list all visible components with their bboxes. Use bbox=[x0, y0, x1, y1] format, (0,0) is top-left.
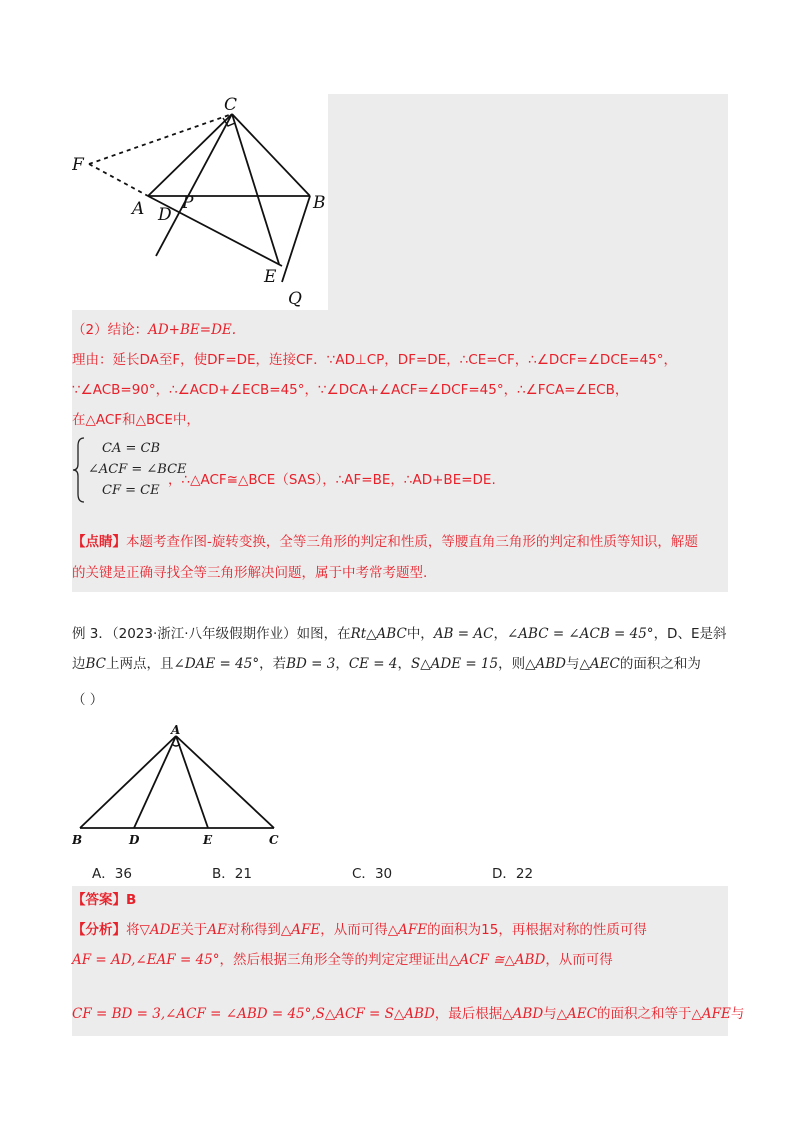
option-b-value: 21 bbox=[234, 866, 252, 882]
comment-line-1 bbox=[72, 532, 698, 552]
figure-2 bbox=[72, 718, 284, 850]
an-1f: △AFE bbox=[280, 922, 321, 938]
reason-line-1: 理由：延长DA至F，使DF=DE，连接CF．∵AD⊥CP，DF=DE，∴CE=CF，∴∠DCF=∠DCE=45°， bbox=[72, 352, 678, 368]
an-1a: 将 bbox=[126, 922, 140, 938]
an-2a: AF = AD,∠EAF = 45° bbox=[72, 952, 220, 968]
seg-AC bbox=[176, 736, 274, 828]
an-3a: CF = BD = 3,∠ACF = ∠ABD = 45°,S△ACF = S△ABD bbox=[72, 1006, 435, 1022]
an-1g: ，从而可得 bbox=[320, 922, 388, 938]
an-1c: 关于 bbox=[180, 922, 208, 938]
analysis-line-3 bbox=[72, 1004, 744, 1024]
option-c-value: 30 bbox=[374, 866, 393, 882]
an-3h: 与 bbox=[730, 1006, 745, 1022]
ex-dae: ∠DAE = 45° bbox=[173, 656, 260, 672]
comment-text-1: 本题考查作图-旋转变换，全等三角形的判定和性质，等腰直角三角形的判定和性质等知识，解题 bbox=[126, 534, 698, 550]
system-result: ，∴△ACF≅△BCE（SAS），∴AF=BE，∴AD+BE=DE. bbox=[168, 472, 496, 488]
ex-text-1a: 例 3．（2023·浙江·八年级假期作业）如图，在 bbox=[72, 626, 351, 642]
shade-top-right bbox=[328, 94, 728, 310]
example-paren: （ ） bbox=[72, 692, 104, 708]
left-brace-icon bbox=[72, 436, 86, 504]
ex-text-1b: 中， bbox=[406, 626, 434, 642]
label-B: B bbox=[72, 833, 83, 847]
option-c[interactable] bbox=[352, 862, 392, 882]
label-D: D bbox=[158, 205, 172, 225]
conclusion-prefix: （2）结论： bbox=[72, 322, 149, 338]
ex-text-2n: 的面积之和为 bbox=[619, 656, 701, 672]
ex-abd: △ABD bbox=[525, 656, 567, 672]
label-B: B bbox=[313, 193, 326, 213]
option-d-value: 22 bbox=[515, 866, 534, 882]
reason-line-2: ∵∠ACB=90°，∴∠ACD+∠ECB=45°，∵∠DCA+∠ACF=∠DCF=45°，∴∠FCA=∠ECB， bbox=[72, 382, 629, 398]
ex-rt: Rt△ABC bbox=[350, 626, 407, 642]
analysis-line-2 bbox=[72, 950, 613, 970]
seg-CE bbox=[232, 114, 279, 264]
ex-text-2b: 上两点，且 bbox=[106, 656, 174, 672]
seg-FC-dashed bbox=[89, 114, 232, 164]
seg-CA bbox=[148, 114, 232, 196]
answer-tag: 【答案】 bbox=[72, 892, 126, 908]
ex-text-2f: ， bbox=[335, 656, 349, 672]
ray-BQ bbox=[282, 196, 310, 282]
an-2b: ，然后根据三角形全等的判定定理证出 bbox=[219, 952, 449, 968]
system-eq-1: CA = CB bbox=[102, 441, 160, 456]
an-3d: 与 bbox=[543, 1006, 557, 1022]
label-F: F bbox=[72, 155, 84, 175]
label-D: D bbox=[129, 833, 140, 847]
an-1h: △AFE bbox=[387, 922, 428, 938]
label-C: C bbox=[269, 833, 279, 847]
ex-text-1f: ，D、E是斜 bbox=[653, 626, 727, 642]
label-Q: Q bbox=[288, 289, 302, 309]
comment-line-2: 的关键是正确寻找全等三角形解决问题，属于中考常考题型. bbox=[72, 565, 428, 581]
option-b-letter: B． bbox=[212, 866, 235, 882]
an-1d: AE bbox=[207, 922, 227, 938]
analysis-line-1 bbox=[72, 920, 647, 940]
ex-text-2j: ，则 bbox=[498, 656, 526, 672]
option-d-letter: D． bbox=[492, 866, 516, 882]
label-E: E bbox=[264, 267, 277, 287]
option-a-letter: A． bbox=[92, 866, 115, 882]
seg-AB bbox=[80, 736, 176, 828]
option-a[interactable] bbox=[92, 862, 132, 882]
ex-text-1d: ， bbox=[493, 626, 507, 642]
an-1b: ▽ADE bbox=[139, 922, 181, 938]
an-1i: 的面积为15，再根据对称的性质可得 bbox=[427, 922, 647, 938]
conclusion-line bbox=[72, 320, 236, 340]
example-line-2 bbox=[72, 654, 701, 674]
label-P: P bbox=[182, 193, 194, 213]
ex-aec: △AEC bbox=[579, 656, 620, 672]
label-A: A bbox=[171, 723, 181, 737]
an-3b: ，最后根据 bbox=[434, 1006, 503, 1022]
ex-text-2d: ，若 bbox=[259, 656, 287, 672]
an-3g: △AFE bbox=[691, 1006, 731, 1022]
option-c-letter: C． bbox=[352, 866, 375, 882]
analysis-tag: 【分析】 bbox=[72, 922, 126, 938]
option-d[interactable] bbox=[492, 862, 533, 882]
seg-AD bbox=[134, 736, 176, 828]
answer-value: B bbox=[126, 892, 137, 908]
option-a-value: 36 bbox=[114, 866, 132, 882]
ex-text-2a: 边 bbox=[72, 656, 86, 672]
seg-CB bbox=[232, 114, 310, 196]
an-3f: 的面积之和等于 bbox=[597, 1006, 692, 1022]
option-b[interactable] bbox=[212, 862, 252, 882]
an-2c: △ACF ≅△ABD bbox=[449, 952, 546, 968]
an-3e: △AEC bbox=[556, 1006, 597, 1022]
answer-line bbox=[72, 890, 136, 910]
an-1e: 对称得到 bbox=[226, 922, 281, 938]
an-3c: △ABD bbox=[502, 1006, 544, 1022]
reason-line-3: 在△ACF和△BCE中， bbox=[72, 412, 200, 428]
ex-area: S△ADE = 15 bbox=[410, 656, 499, 672]
ex-text-2l: 与 bbox=[566, 656, 580, 672]
conclusion-text: AD+BE=DE. bbox=[148, 322, 237, 338]
system-eq-3: CF = CE bbox=[102, 483, 160, 498]
system-eq-2: ∠ACF = ∠BCE bbox=[88, 462, 187, 477]
seg-FA-dashed bbox=[89, 164, 148, 196]
label-A: A bbox=[132, 199, 145, 219]
an-2d: ，从而可得 bbox=[545, 952, 613, 968]
ex-text-2h: ， bbox=[397, 656, 411, 672]
label-E: E bbox=[203, 833, 213, 847]
label-C: C bbox=[224, 95, 238, 115]
ex-angles: ∠ABC = ∠ACB = 45° bbox=[506, 626, 654, 642]
ex-ab-ac: AB = AC bbox=[433, 626, 494, 642]
example-line-1 bbox=[72, 624, 727, 644]
comment-tag: 【点睛】 bbox=[72, 534, 126, 550]
angle-arc-mark bbox=[172, 744, 180, 746]
figure-1 bbox=[72, 94, 328, 310]
ex-bd: BD = 3 bbox=[286, 656, 336, 672]
ex-ce: CE = 4 bbox=[348, 656, 398, 672]
ex-bc: BC bbox=[85, 656, 107, 672]
